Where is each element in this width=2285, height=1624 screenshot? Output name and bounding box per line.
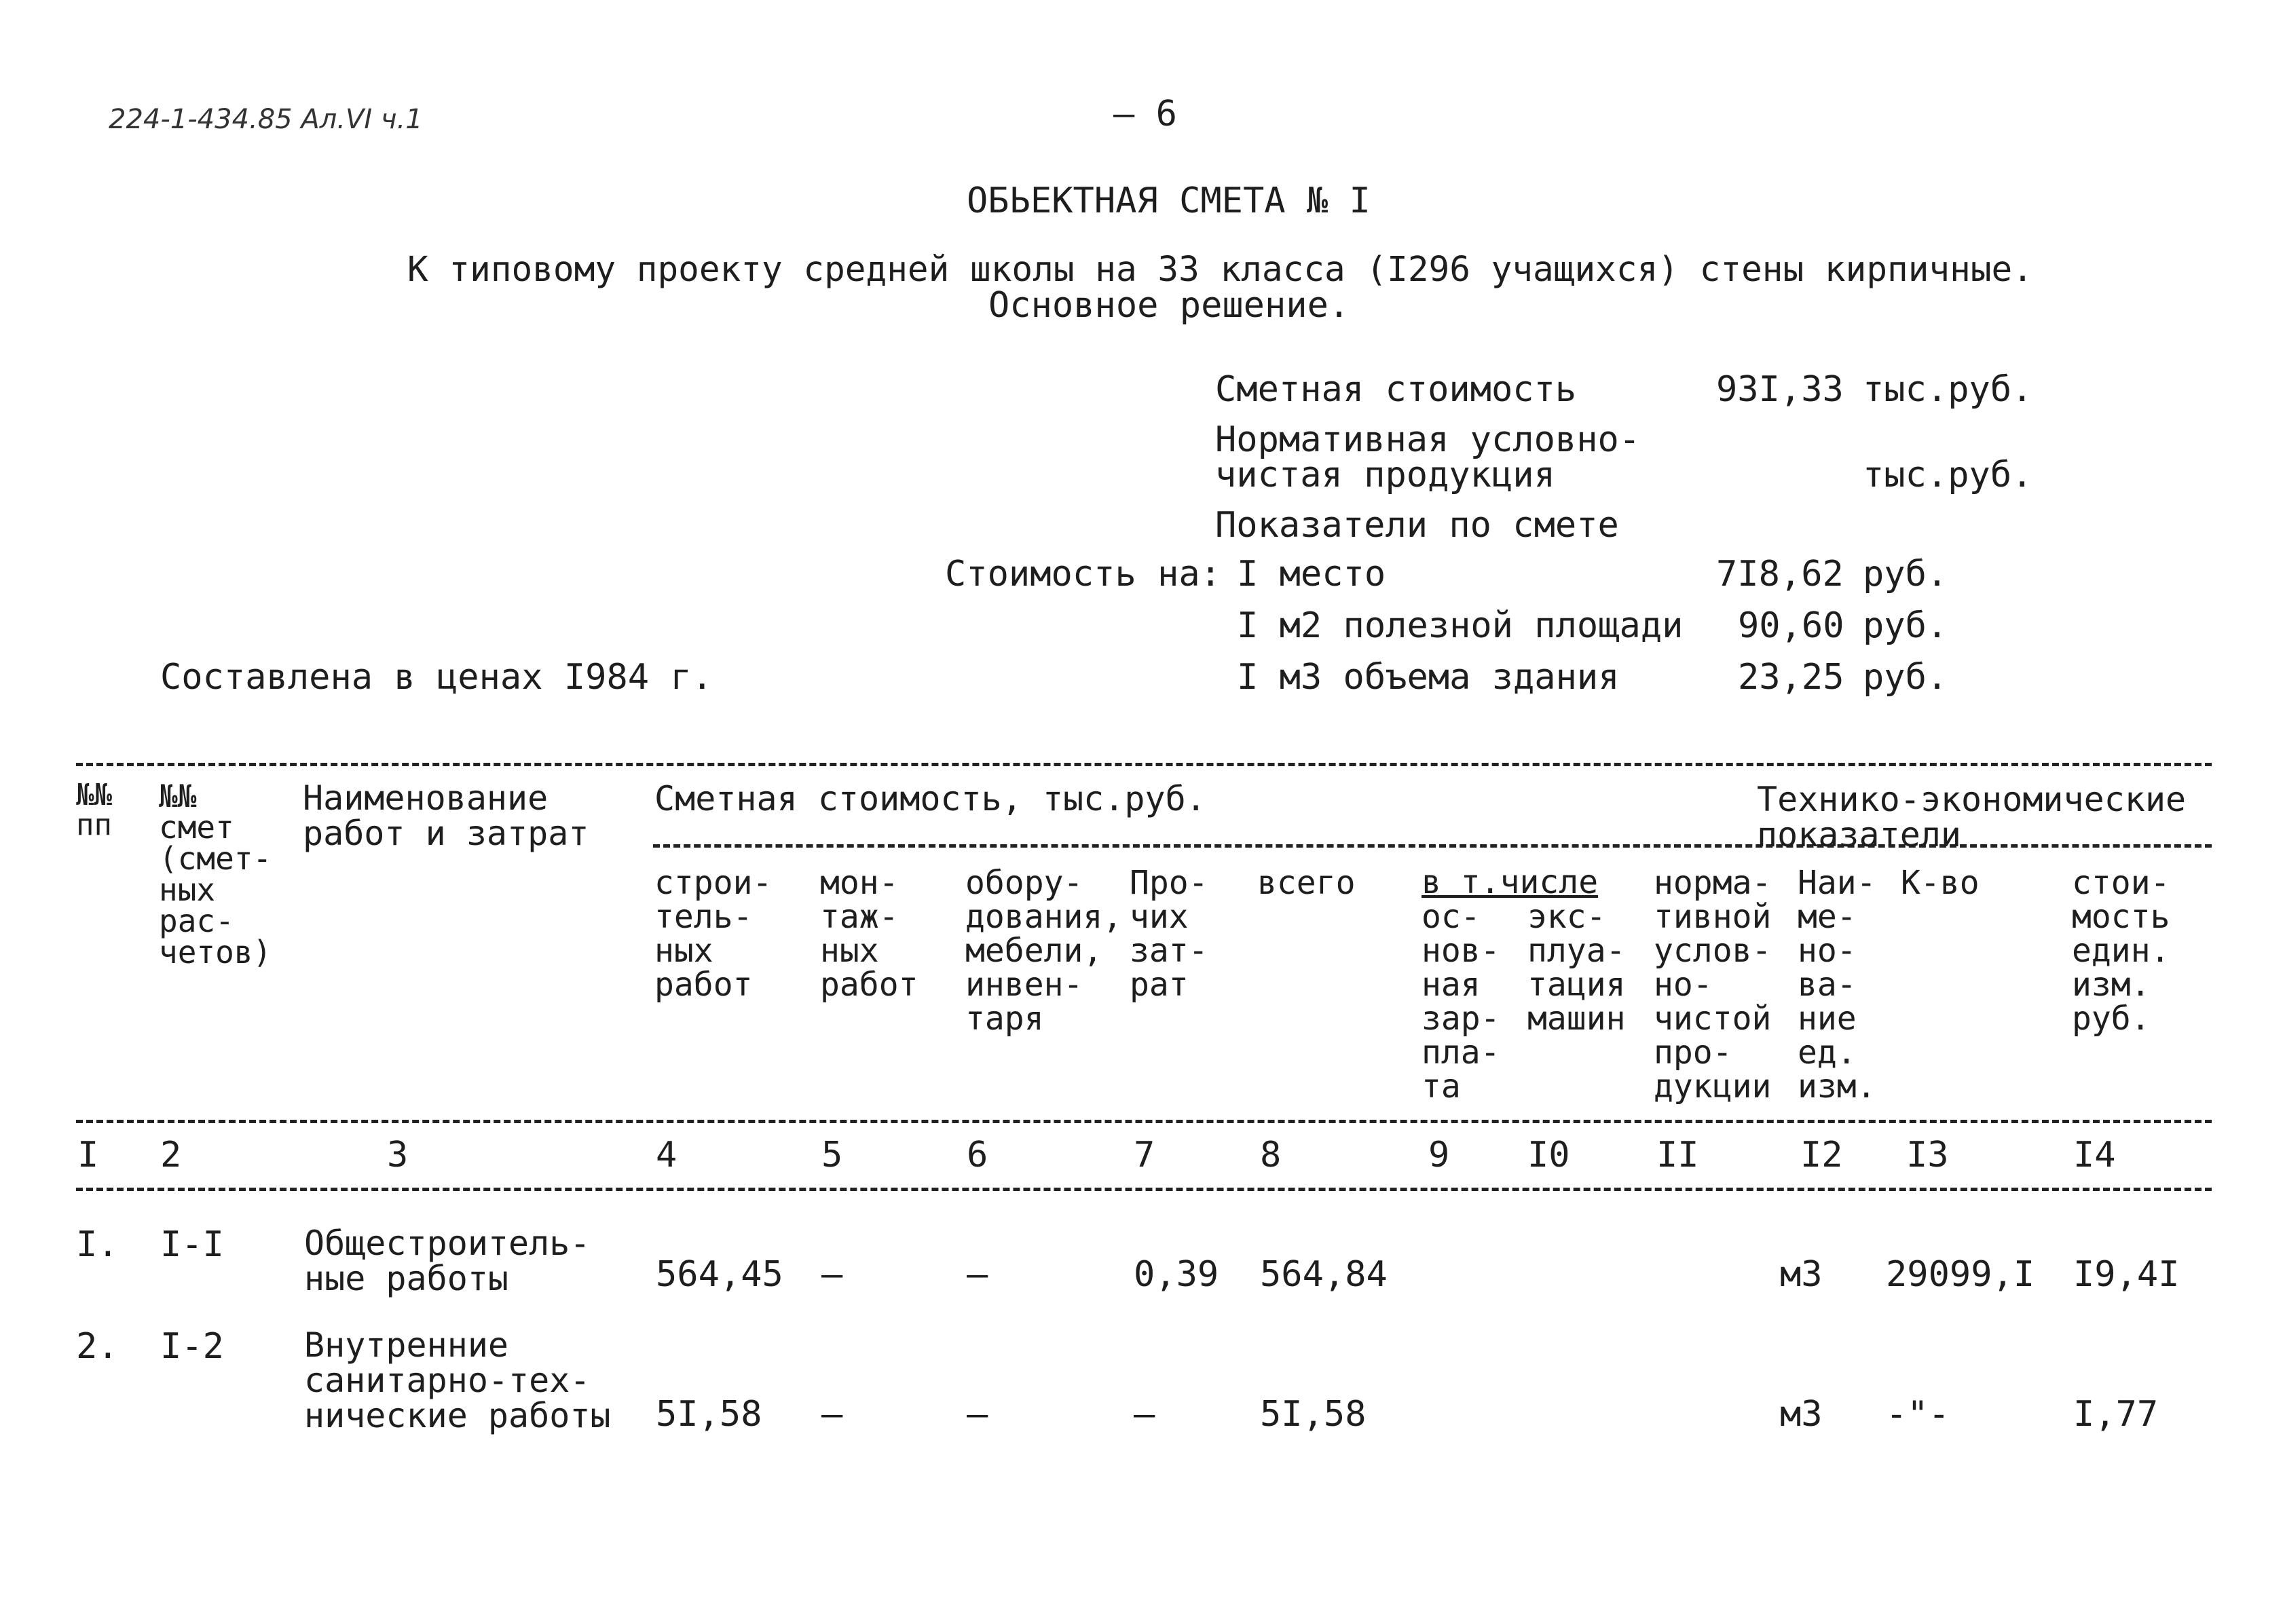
table-number-row-rule [76,1188,2212,1191]
per-area-unit: руб. [1863,605,1948,646]
col-header-12: Наи- ме- но- ва- ние ед. изм. [1798,864,1876,1106]
row-number: I. [76,1224,119,1265]
per-place-label: I место [1237,554,1386,594]
row-construction-cost: 564,45 [656,1254,783,1295]
row-total-cost: 564,84 [1260,1254,1388,1295]
row-estimate-code: I-I [160,1224,224,1265]
col-header-1: №№ пп [76,778,112,842]
per-volume-unit: руб. [1863,657,1948,698]
row-other-cost: – [1134,1394,1155,1435]
per-volume-value: 23,25 [1738,657,1844,698]
row-work-name: Общестроитель- ные работы [304,1224,591,1298]
row-unit-cost: I9,4I [2073,1254,2180,1295]
col-header-13: К-во [1901,864,1980,902]
col-number-10: I0 [1527,1135,1570,1175]
col-header-4: строи- тель- ных работ [654,864,773,1004]
normative-label-line2: чистая продукция [1215,455,1555,495]
per-area-label: I м2 полезной площади [1237,605,1684,646]
estimated-cost-label: Сметная стоимость [1215,369,1577,410]
row-installation-cost: – [821,1254,843,1295]
col-number-8: 8 [1260,1135,1282,1175]
col-number-2: 2 [160,1135,182,1175]
row-unit-name: м3 [1780,1394,1823,1435]
col-header-8: всего [1257,864,1356,902]
cost-on-label: Стоимость на: [945,554,1221,594]
col-header-9: ос- нов- ная зар- пла- та [1422,898,1500,1106]
col-header-2: №№ смет (смет- ных рас- четов) [159,778,272,970]
row-quantity: 29099,I [1886,1254,2035,1295]
col-header-3: Наименование работ и затрат [303,778,589,853]
row-construction-cost: 5I,58 [656,1394,762,1435]
subtitle-line1: К типовому проекту средней школы на 33 класса (I296 учащихся) стены кирпичные. [407,250,2033,290]
normative-label-line1: Нормативная условно- [1215,419,1641,460]
per-volume-label: I м3 объема здания [1237,657,1620,698]
col-header-14: стои- мость един. изм. руб. [2072,864,2170,1038]
estimated-cost-value: 93I,33 [1716,369,1844,410]
col-number-13: I3 [1906,1135,1949,1175]
per-place-unit: руб. [1863,554,1948,594]
row-work-name: Внутренние санитарно-тех- нические работы [304,1325,611,1435]
document-code: 224-1-434.85 Ал.VI ч.1 [109,104,423,135]
col-number-7: 7 [1134,1135,1155,1175]
row-equipment-cost: – [967,1394,988,1435]
col-header-11: норма- тивной услов- но- чистой про- дукции [1654,864,1772,1106]
per-area-value: 90,60 [1738,605,1844,646]
col-number-6: 6 [967,1135,988,1175]
table-header-bottom-rule [76,1120,2212,1123]
row-equipment-cost: – [967,1254,988,1295]
col-number-9: 9 [1428,1135,1450,1175]
per-place-value: 7I8,62 [1716,554,1844,594]
page-title: ОБЬЕКТНАЯ СМЕТА № I [967,181,1371,221]
table-top-rule [76,763,2212,766]
group-header-cost: Сметная стоимость, тыс.руб. [654,779,1206,818]
normative-unit: тыс.руб. [1863,455,2033,495]
col-number-3: 3 [387,1135,409,1175]
prices-note: Составлена в ценах I984 г. [160,657,713,698]
row-unit-name: м3 [1780,1254,1823,1295]
col-number-14: I4 [2073,1135,2116,1175]
col-number-4: 4 [656,1135,677,1175]
col-header-10: экс- плуа- тация машин [1527,898,1626,1038]
indicators-label: Показатели по смете [1215,505,1619,546]
col-number-5: 5 [821,1135,843,1175]
estimated-cost-unit: тыс.руб. [1863,369,2033,410]
row-estimate-code: I-2 [160,1326,224,1367]
group-header-tech: Технико-экономические показатели [1757,780,2187,854]
col-number-12: I2 [1800,1135,1843,1175]
page-number: – 6 [1113,94,1177,134]
row-total-cost: 5I,58 [1260,1394,1367,1435]
including-label: в т.числе [1422,863,1599,901]
row-other-cost: 0,39 [1134,1254,1219,1295]
col-number-11: II [1656,1135,1699,1175]
row-installation-cost: – [821,1394,843,1435]
subtitle-line2: Основное решение. [988,285,1350,326]
col-header-7: Про- чих зат- рат [1130,864,1208,1004]
col-header-6: обору- дования, мебели, инвен- таря [965,864,1123,1038]
row-number: 2. [76,1326,119,1367]
col-number-1: I [77,1135,99,1175]
row-unit-cost: I,77 [2073,1394,2159,1435]
col-header-5: мон- таж- ных работ [820,864,918,1004]
row-quantity: -"- [1886,1394,1950,1435]
